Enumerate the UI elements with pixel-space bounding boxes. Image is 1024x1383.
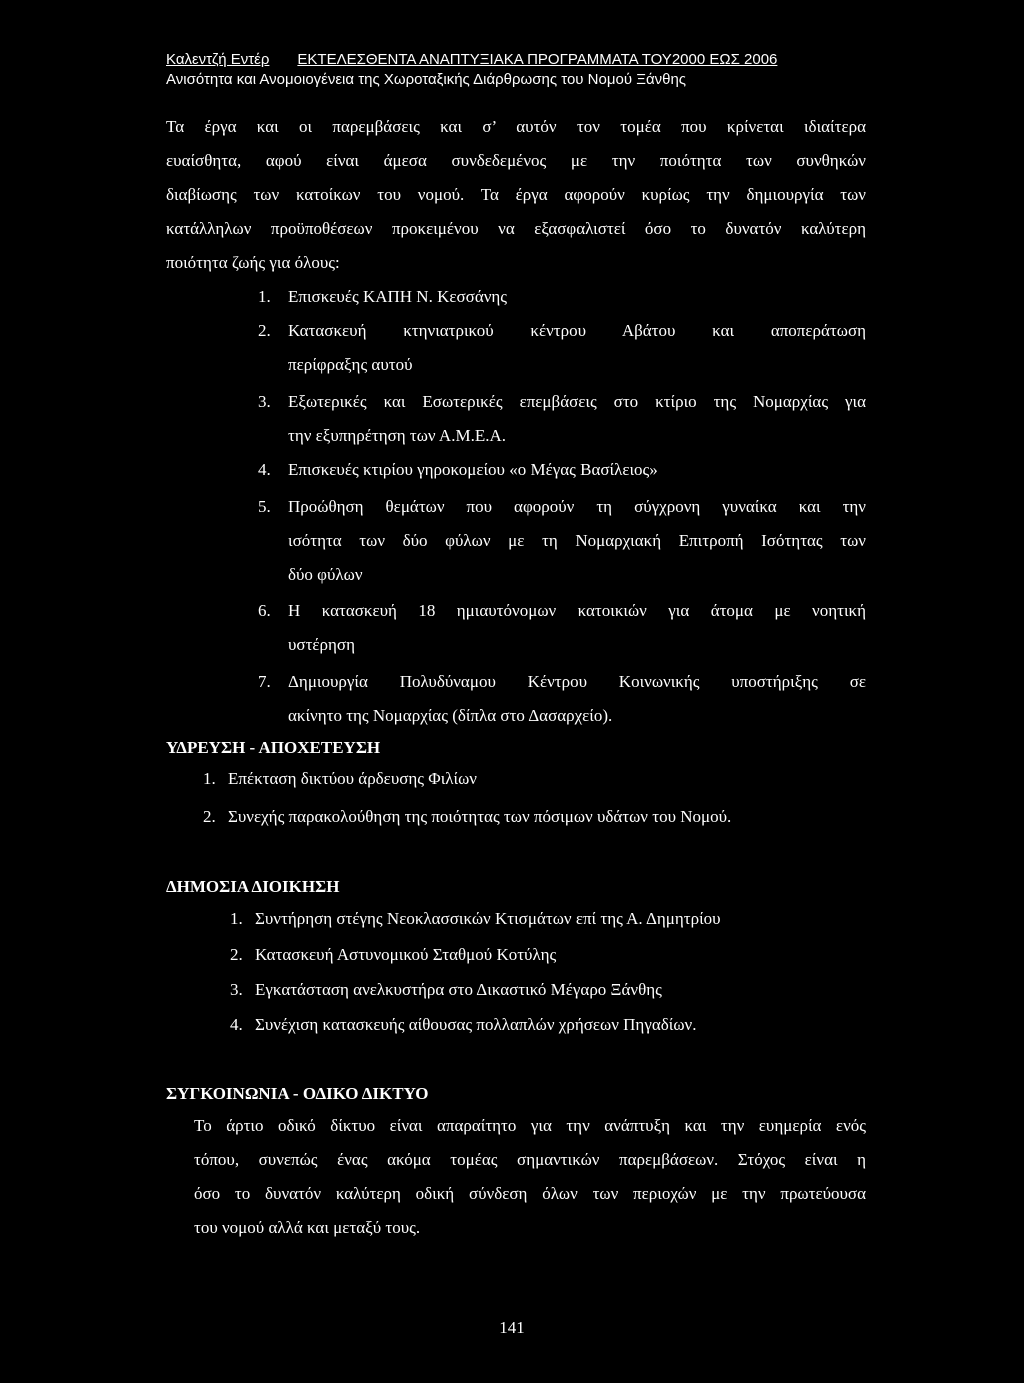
- list-item: [258, 594, 866, 628]
- intro-line: κατάλληλων προϋποθέσεων προκειμένου να εξασφαλιστεί όσο το δυνατόν καλύτερη: [166, 219, 866, 238]
- page-number: 141: [499, 1318, 525, 1337]
- transport-line: τόπου, συνεπώς ένας ακόμα τομέας σημαντικών παρεμβάσεων. Στόχος είναι η: [194, 1150, 866, 1169]
- list-number: 2.: [203, 807, 216, 826]
- header-subtitle: Ανισότητα και Ανομοιογένεια της Χωροταξικής Διάρθρωσης του Νομού Ξάνθης: [166, 71, 687, 88]
- list-item: [258, 314, 866, 348]
- transport-line: Το άρτιο οδικό δίκτυο είναι απαραίτητο για την ανάπτυξη και την ευημερία ενός: [194, 1116, 866, 1135]
- list-number: 3.: [258, 392, 271, 411]
- list-item: [258, 280, 866, 314]
- list-text: Η κατασκευή 18 ημιαυτόνομων κατοικιών για άτομα με νοητική: [288, 601, 866, 620]
- intro-line: διαβίωσης των κατοίκων του νομού. Τα έργα αφορούν κυρίως την δημιουργία των: [166, 185, 866, 204]
- list-number: 5.: [258, 497, 271, 516]
- list-text: Επισκευές κτιρίου γηροκομείου «ο Μέγας Βασίλειος»: [288, 460, 658, 479]
- list-number: 1.: [203, 769, 216, 788]
- admin-item: [230, 938, 556, 972]
- intro-line: ευαίσθητα, αφού είναι άμεσα συνδεδεμένος με την ποιότητα των συνθηκών: [166, 151, 866, 170]
- list-text-continued: περίφραξης αυτού: [288, 355, 413, 374]
- list-text-continued: ακίνητο της Νομαρχίας (δίπλα στο Δασαρχείο).: [288, 706, 613, 725]
- intro-line: ποιότητα ζωής για όλους:: [166, 253, 340, 272]
- list-item: [258, 665, 866, 699]
- list-text-continued: ισότητα των δύο φύλων με τη Νομαρχιακή Επιτροπή Ισότητας των: [288, 531, 866, 550]
- list-text: Κατασκευή κτηνιατρικού κέντρου Αβάτου και αποπεράτωση: [288, 321, 866, 340]
- list-number: 4.: [230, 1015, 243, 1034]
- list-text: Προώθηση θεμάτων που αφορούν τη σύγχρονη γυναίκα και την: [288, 497, 866, 516]
- list-text: Συντήρηση στέγης Νεοκλασσικών Κτισμάτων επί της Α. Δημητρίου: [255, 909, 721, 928]
- list-item: [258, 385, 866, 419]
- water-item: [203, 800, 731, 834]
- list-item: [258, 453, 866, 487]
- water-item: [203, 762, 477, 796]
- list-number: 7.: [258, 672, 271, 691]
- admin-item: [230, 973, 662, 1007]
- list-text: Επισκευές ΚΑΠΗ Ν. Κεσσάνης: [288, 287, 508, 306]
- transport-line: όσο το δυνατόν καλύτερη οδική σύνδεση όλων των περιοχών με την πρωτεύουσα: [194, 1184, 866, 1203]
- list-number: 6.: [258, 601, 271, 620]
- intro-paragraph: [166, 110, 866, 280]
- header-author: Καλεντζή Εντέρ: [166, 51, 270, 68]
- intro-line: Τα έργα και οι παρεμβάσεις και σ’ αυτόν τον τομέα που κρίνεται ιδιαίτερα: [166, 117, 866, 136]
- list-text: Συνεχής παρακολούθηση της ποιότητας των πόσιμων υδάτων του Νομού.: [228, 807, 732, 826]
- list-number: 2.: [230, 945, 243, 964]
- header-title: ΕΚΤΕΛΕΣΘΕΝΤΑ ΑΝΑΠΤΥΞΙΑΚΑ ΠΡΟΓΡΑΜΜΑΤΑ ΤΟΥ2000 ΕΩΣ 2006: [297, 51, 778, 68]
- transport-paragraph: [194, 1109, 866, 1245]
- list-text: Κατασκευή Αστυνομικού Σταθμού Κοτύλης: [255, 945, 557, 964]
- section-heading-admin: ΔΗΜΟΣΙΑ ΔΙΟΙΚΗΣΗ: [166, 877, 340, 896]
- list-text: Εξωτερικές και Εσωτερικές επεμβάσεις στο κτίριο της Νομαρχίας για: [288, 392, 866, 411]
- list-text: Δημιουργία Πολυδύναμου Κέντρου Κοινωνικής υποστήριξης σε: [288, 672, 866, 691]
- list-number: 4.: [258, 460, 271, 479]
- list-number: 1.: [258, 287, 271, 306]
- list-text: Επέκταση δικτύου άρδευσης Φιλίων: [228, 769, 477, 788]
- list-text-continued: υστέρηση: [288, 635, 355, 654]
- list-number: 1.: [230, 909, 243, 928]
- list-number: 3.: [230, 980, 243, 999]
- list-text: Συνέχιση κατασκευής αίθουσας πολλαπλών χρήσεων Πηγαδίων.: [255, 1015, 697, 1034]
- section-heading-transport: ΣΥΓΚΟΙΝΩΝΙΑ - ΟΔΙΚΟ ΔΙΚΤΥΟ: [166, 1084, 429, 1103]
- admin-item: [230, 902, 721, 936]
- list-number: 2.: [258, 321, 271, 340]
- section-heading-water: ΥΔΡΕΥΣΗ - ΑΠΟΧΕΤΕΥΣΗ: [166, 738, 381, 757]
- list-text-continued: δύο φύλων: [288, 565, 363, 584]
- admin-item: [230, 1008, 696, 1042]
- transport-line: του νομού αλλά και μεταξύ τους.: [194, 1218, 421, 1237]
- running-header: [166, 50, 866, 70]
- list-text: Εγκατάσταση ανελκυστήρα στο Δικαστικό Μέγαρο Ξάνθης: [255, 980, 662, 999]
- list-text-continued: την εξυπηρέτηση των Α.Μ.Ε.Α.: [288, 426, 506, 445]
- list-item: [258, 490, 866, 524]
